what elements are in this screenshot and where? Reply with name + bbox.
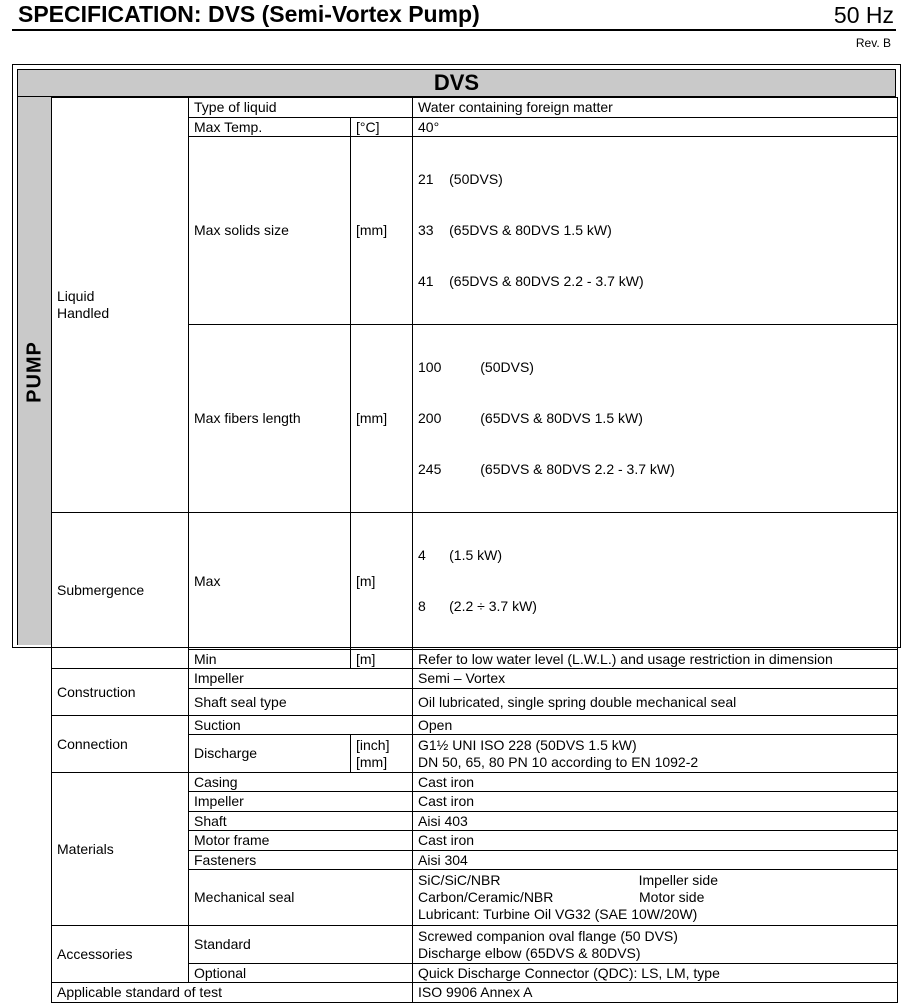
table-row xyxy=(52,669,898,689)
value-casing: Cast iron xyxy=(413,773,898,792)
value-line: 100 (50DVS) xyxy=(418,359,534,375)
value-min: Refer to low water level (L.W.L.) and usage restriction in dimension xyxy=(413,650,898,669)
value-discharge xyxy=(413,735,898,773)
unit-line: [mm] xyxy=(356,753,388,770)
value-line: DN 50, 65, 80 PN 10 according to EN 1092-2 xyxy=(418,753,699,770)
page-title: SPECIFICATION: DVS (Semi-Vortex Pump) xyxy=(18,1,480,27)
unit-discharge xyxy=(351,735,413,773)
mech-seal-material: SiC/SiC/NBR xyxy=(418,872,501,888)
revision-label: Rev. B xyxy=(855,36,891,50)
group-label: Handled xyxy=(57,305,110,321)
param-casing: Casing xyxy=(189,773,413,792)
table-row xyxy=(52,513,898,650)
value-line: 245 (65DVS & 80DVS 2.2 - 3.7 kW) xyxy=(418,461,675,477)
group-connection: Connection xyxy=(52,716,189,773)
value-max-solids xyxy=(413,137,898,325)
param-shaft-seal: Shaft seal type xyxy=(189,689,413,716)
value-fasteners: Aisi 304 xyxy=(413,851,898,870)
value-mechanical-seal xyxy=(413,870,898,926)
value-line: 4 (1.5 kW) xyxy=(418,547,503,563)
param-max-temp: Max Temp. xyxy=(189,118,351,137)
table-row xyxy=(52,983,898,1003)
group-submergence: Submergence xyxy=(52,513,189,669)
value-max-temp: 40° xyxy=(413,118,898,137)
group-label: Liquid xyxy=(57,288,95,304)
spec-table xyxy=(51,97,898,1003)
value-type-of-liquid: Water containing foreign matter xyxy=(413,98,898,118)
unit-line: [inch] xyxy=(356,736,390,753)
value-optional: Quick Discharge Connector (QDC): LS, LM, type xyxy=(413,964,898,983)
param-impeller-material: Impeller xyxy=(189,792,413,812)
value-line: Discharge elbow (65DVS & 80DVS) xyxy=(418,944,641,961)
param-impeller: Impeller xyxy=(189,669,413,689)
group-materials: Materials xyxy=(52,773,189,926)
spec-table-frame xyxy=(12,64,901,1000)
value-max-fibers xyxy=(413,325,898,513)
group-accessories: Accessories xyxy=(52,926,189,983)
value-line: 33 (65DVS & 80DVS 1.5 kW) xyxy=(418,222,612,238)
mech-seal-line xyxy=(418,889,718,906)
param-max-fibers: Max fibers length xyxy=(189,325,351,513)
param-optional: Optional xyxy=(189,964,413,983)
param-max-solids: Max solids size xyxy=(189,137,351,325)
unit-max-fibers: [mm] xyxy=(351,325,413,513)
side-band xyxy=(17,97,51,645)
param-max: Max xyxy=(189,513,351,650)
group-liquid-handled xyxy=(52,98,189,513)
value-line: Screwed companion oval flange (50 DVS) xyxy=(418,927,678,944)
value-suction: Open xyxy=(413,716,898,735)
value-shaft-seal: Oil lubricated, single spring double mechanical seal xyxy=(413,689,898,716)
frequency-label: 50 Hz xyxy=(833,2,894,28)
mech-seal-side: Motor side xyxy=(639,889,705,905)
group-construction: Construction xyxy=(52,669,189,716)
header-divider xyxy=(12,29,896,31)
value-impeller-material: Cast iron xyxy=(413,792,898,812)
param-suction: Suction xyxy=(189,716,413,735)
value-test-standard: ISO 9906 Annex A xyxy=(413,983,898,1003)
param-shaft: Shaft xyxy=(189,812,413,831)
table-row xyxy=(52,926,898,964)
value-line: 21 (50DVS) xyxy=(418,171,503,187)
unit-max: [m] xyxy=(351,513,413,650)
value-impeller: Semi – Vortex xyxy=(413,669,898,689)
value-standard xyxy=(413,926,898,964)
param-type-of-liquid: Type of liquid xyxy=(189,98,413,118)
unit-max-temp: [°C] xyxy=(351,118,413,137)
value-shaft: Aisi 403 xyxy=(413,812,898,831)
param-test-standard: Applicable standard of test xyxy=(52,983,413,1003)
mech-seal-line xyxy=(418,872,718,889)
table-row xyxy=(52,716,898,735)
value-line: 41 (65DVS & 80DVS 2.2 - 3.7 kW) xyxy=(418,273,644,289)
table-row xyxy=(52,773,898,792)
param-standard: Standard xyxy=(189,926,413,964)
mech-seal-side: Impeller side xyxy=(638,872,718,888)
param-min: Min xyxy=(189,650,351,669)
param-mechanical-seal: Mechanical seal xyxy=(189,870,413,926)
value-line: 8 (2.2 ÷ 3.7 kW) xyxy=(418,598,537,614)
side-label-pump: PUMP xyxy=(23,341,46,403)
table-row xyxy=(52,98,898,118)
unit-min: [m] xyxy=(351,650,413,669)
value-max xyxy=(413,513,898,650)
unit-max-solids: [mm] xyxy=(351,137,413,325)
param-motor-frame: Motor frame xyxy=(189,831,413,851)
mech-seal-lubricant: Lubricant: Turbine Oil VG32 (SAE 10W/20W) xyxy=(418,906,698,922)
value-line: 200 (65DVS & 80DVS 1.5 kW) xyxy=(418,410,643,426)
value-line: G1½ UNI ISO 228 (50DVS 1.5 kW) xyxy=(418,736,637,753)
param-fasteners: Fasteners xyxy=(189,851,413,870)
value-motor-frame: Cast iron xyxy=(413,831,898,851)
param-discharge: Discharge xyxy=(189,735,351,773)
mech-seal-material: Carbon/Ceramic/NBR xyxy=(418,889,554,905)
table-band-title: DVS xyxy=(17,69,896,97)
